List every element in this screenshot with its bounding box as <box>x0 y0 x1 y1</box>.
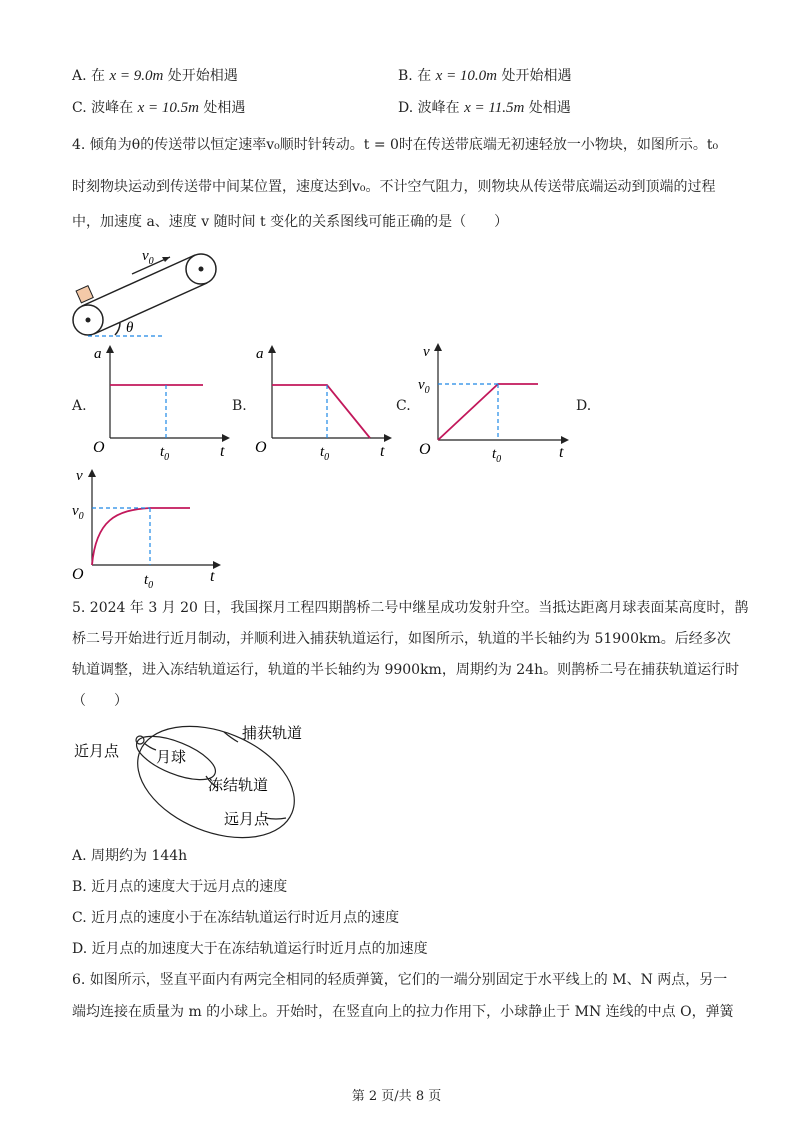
graph-d <box>66 460 226 592</box>
graph-a-label: A. <box>72 398 87 414</box>
graph-c-x-label: t <box>559 444 564 461</box>
graph-d-curve <box>92 508 190 565</box>
q3-option-c: C. 波峰在 x = 10.5m 处相遇 <box>72 100 246 116</box>
graph-a-origin: O <box>93 439 105 456</box>
q5-stem-line3: 轨道调整，进入冻结轨道运行，轨道的半长轴约为 9900km，周期约为 24h。则鹊桥二号在捕获轨道运行时 <box>72 662 740 678</box>
graph-a-t0: $t_0$ <box>160 444 170 463</box>
graph-b-label: B. <box>232 398 247 414</box>
graph-d-x-label: t <box>210 568 215 585</box>
graph-c-v0: $v_0$ <box>418 377 430 396</box>
q3-option-d: D. 波峰在 x = 11.5m 处相遇 <box>398 100 571 116</box>
orbit-figure <box>66 712 316 844</box>
graph-b-curve <box>272 385 370 438</box>
q5-option-c: C. 近月点的速度小于在冻结轨道运行时近月点的速度 <box>72 910 400 926</box>
q5-option-a: A. 周期约为 144h <box>72 848 188 864</box>
graph-c-origin: O <box>419 441 431 458</box>
graph-a-x-label: t <box>220 443 225 460</box>
page-footer: 第 2 页/共 8 页 <box>351 1089 442 1104</box>
q6-stem-line2: 端均连接在质量为 m 的小球上。开始时，在竖直向上的拉力作用下，小球静止于 MN 连线的中点 O，弹簧 <box>72 1004 734 1020</box>
q4-stem-line1: 4. 倾角为θ的传送带以恒定速率v₀顺时针转动。t = 0时在传送带底端无初速轻放一小物块，如图所示。t₀ <box>72 137 719 153</box>
q5-option-d: D. 近月点的加速度大于在冻结轨道运行时近月点的加速度 <box>72 941 428 957</box>
q5-stem-line2: 桥二号开始进行近月制动，并顺利进入捕获轨道运行，如图所示，轨道的半长轴约为 51900km。后经多次 <box>72 631 731 647</box>
moon-icon <box>136 736 144 744</box>
q5-stem-line1: 5. 2024 年 3 月 20 日，我国探月工程四期鹊桥二号中继星成功发射升空。当抵达距离月球表面某高度时，鹊 <box>72 600 749 616</box>
graph-d-v0: $v_0$ <box>72 503 84 522</box>
graph-d-label: D. <box>576 398 592 414</box>
graph-b-y-label: a <box>256 346 264 362</box>
graph-a <box>90 340 235 465</box>
q6-stem-line1: 6. 如图所示，竖直平面内有两完全相同的轻质弹簧，它们的一端分别固定于水平线上的 M、N 两点，另一 <box>72 972 728 988</box>
graph-d-y-label: v <box>76 468 83 484</box>
conveyor-figure <box>66 240 236 344</box>
graph-c-label: C. <box>396 398 411 414</box>
graph-c <box>414 336 574 468</box>
v0-label: $v_0$ <box>142 248 154 267</box>
block-icon <box>76 286 93 303</box>
q3-option-b: B. 在 x = 10.0m 处开始相遇 <box>398 68 572 84</box>
q4-stem-line2: 时刻物块运动到传送带中间某位置，速度达到v₀。不计空气阻力，则物块从传送带底端运动到顶端的过程 <box>72 179 716 195</box>
graph-b-origin: O <box>255 439 267 456</box>
theta-label: θ <box>126 320 134 336</box>
graph-b-x-label: t <box>380 443 385 460</box>
near-point-label: 近月点 <box>74 744 120 760</box>
q3-option-a: A. 在 x = 9.0m 处开始相遇 <box>72 68 238 84</box>
graph-d-origin: O <box>72 566 84 583</box>
belt-bottom <box>94 283 207 334</box>
moon-label: 月球 <box>156 750 187 766</box>
graph-c-curve <box>438 384 538 440</box>
q5-option-b: B. 近月点的速度大于远月点的速度 <box>72 879 288 895</box>
graph-b-t0: $t_0$ <box>320 444 330 463</box>
q4-stem-line3: 中，加速度 a、速度 v 随时间 t 变化的关系图线可能正确的是（ ） <box>72 214 509 230</box>
graph-b <box>252 340 397 465</box>
far-point-label: 远月点 <box>224 812 270 828</box>
graph-c-y-label: v <box>423 344 430 360</box>
graph-a-y-label: a <box>94 346 102 362</box>
graph-c-t0: $t_0$ <box>492 446 502 465</box>
belt-top <box>82 255 195 306</box>
capture-orbit-label: 捕获轨道 <box>242 726 303 742</box>
frozen-orbit-label: 冻结轨道 <box>208 778 269 794</box>
graph-d-t0: $t_0$ <box>144 572 154 591</box>
q5-stem-line4: （ ） <box>72 693 128 709</box>
